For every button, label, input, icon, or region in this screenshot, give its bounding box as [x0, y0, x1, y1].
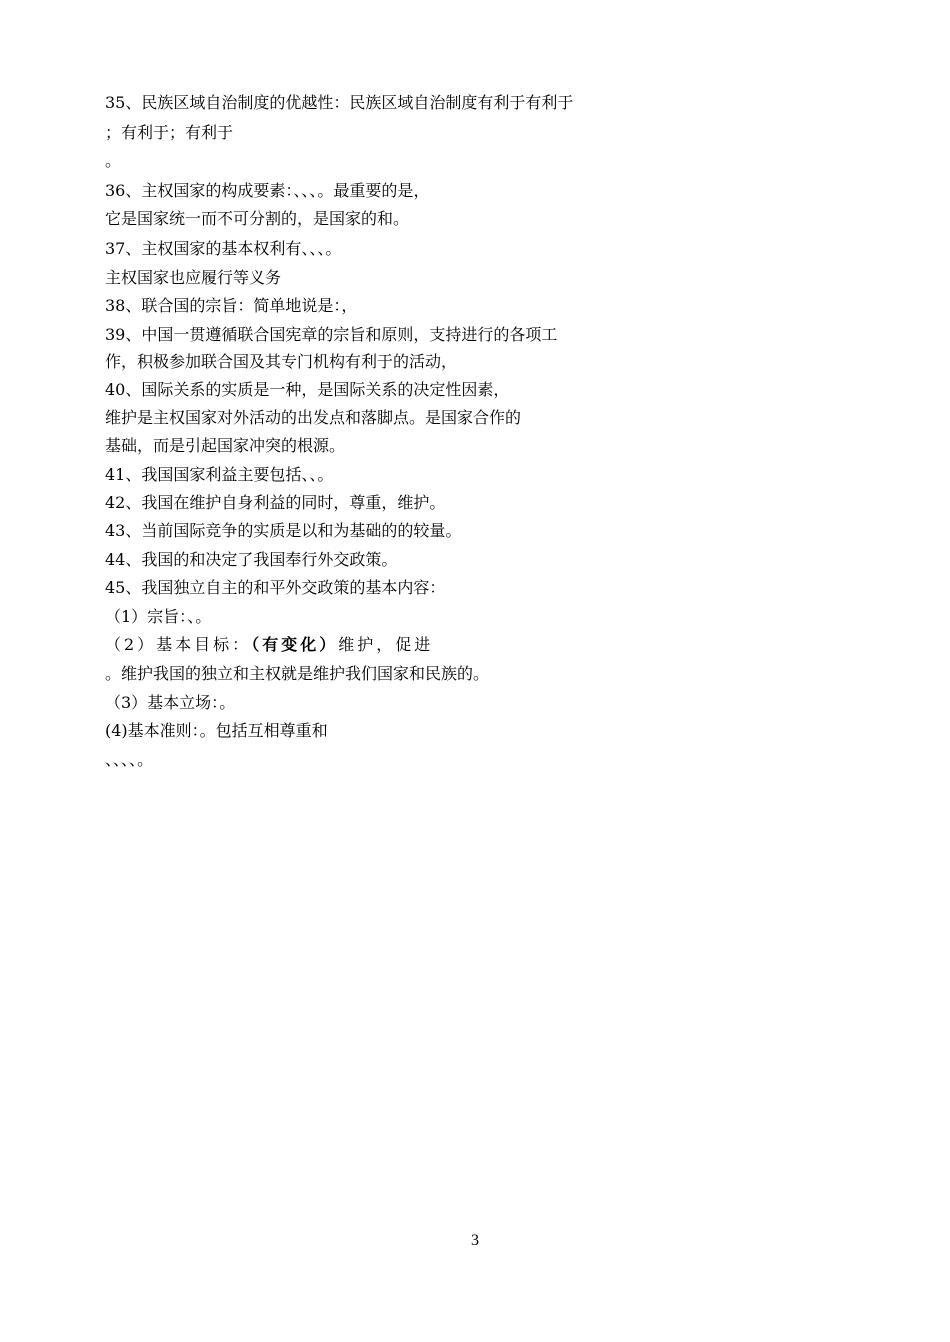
separator: 、	[293, 181, 302, 200]
punct: 。	[195, 607, 212, 626]
q40-text: 是国际关系的决定性因素，	[317, 380, 510, 399]
q36-line2	[105, 204, 850, 234]
q45-text: 。包括互相尊重	[199, 721, 312, 740]
q44-prefix: 44、我国的	[105, 550, 190, 569]
q39-text: 作，积极参加联合国及其专门机构有利于	[105, 352, 394, 371]
q37-line2	[105, 263, 850, 293]
conj: 和	[377, 209, 394, 228]
q40-text: 是引起国家冲突的根源。	[169, 436, 346, 455]
punct: 。	[219, 693, 236, 712]
q40-line3	[105, 431, 850, 461]
q35-line3	[105, 146, 850, 176]
q39-text: 进行的各项工	[461, 325, 558, 344]
q44-text: 决定了我国奉行	[205, 550, 318, 569]
q45-s3	[105, 688, 850, 718]
separator: 、	[129, 750, 138, 769]
separator: 、	[187, 607, 196, 626]
q45-s1	[105, 602, 850, 632]
q45-text: （3）基本立场：	[105, 693, 220, 712]
q45-text: ，促进	[376, 635, 434, 654]
punct: 。	[429, 493, 446, 512]
conj: 和	[317, 521, 334, 540]
separator: 、	[105, 750, 114, 769]
punct: 。	[137, 750, 154, 769]
conj: 和	[311, 721, 328, 740]
q41-prefix: 41、我国国家利益主要包括	[105, 465, 302, 484]
separator: 、	[301, 181, 310, 200]
separator: 、	[309, 465, 318, 484]
punct: 。	[473, 664, 490, 683]
q39-prefix: 39、中国一贯遵循联合国宪章的宗旨和原则，支持	[105, 325, 462, 344]
q45-text: （1）宗旨：	[105, 607, 188, 626]
q36-text: 它是国家统一而不可分割的	[105, 209, 298, 228]
punct: ，	[413, 181, 430, 200]
q40-text: 是国家合作的	[425, 408, 522, 427]
q35-end: 。	[105, 151, 122, 170]
separator: 、	[113, 750, 122, 769]
page-number: 3	[471, 1232, 479, 1249]
q43-text: 的较量。	[397, 521, 462, 540]
q35-text: ；有利于	[169, 123, 234, 142]
q45-title	[105, 573, 850, 603]
q45-title-text: 45、我国独立自主的和平外交政策的基本内容：	[105, 578, 446, 597]
q36-prefix: 36、主权国家的构成要素：	[105, 181, 294, 200]
separator: 、	[317, 239, 326, 258]
q38-prefix: 38、联合国的宗旨：简单地说是：	[105, 296, 342, 315]
q36-text: 。最重要的是	[317, 181, 414, 200]
punct: 。	[393, 209, 410, 228]
q45-note: （有变化）	[251, 635, 339, 654]
q37-line1	[105, 234, 850, 264]
q39-text: 的活动，	[393, 352, 458, 371]
q45-text: 。维护我国的独立和主权就是维护我们国家和民族的	[105, 664, 474, 683]
q35-line1	[105, 88, 850, 118]
q35-text: 有利于	[525, 93, 574, 112]
q43-prefix: 43、当前国际竞争的实质是以	[105, 521, 318, 540]
separator: 、	[121, 750, 130, 769]
q40-text: 是主权国家对外活动的出发点和落脚点。	[137, 408, 426, 427]
q42-text: ，维护	[381, 493, 430, 512]
q40-line1	[105, 375, 850, 405]
q35-prefix: 35、民族区域自治制度的优越性：民族区域自治制度有利于	[105, 93, 526, 112]
q45-s2-line2	[105, 659, 850, 689]
q43-line1	[105, 516, 850, 546]
q40-text: 维护	[105, 408, 138, 427]
q36-text: ，是国家的	[297, 209, 378, 228]
q44-line1	[105, 545, 850, 575]
q35-line2	[105, 118, 850, 148]
q35-text: ；有利于	[105, 123, 170, 142]
q37-text: 等义务	[233, 268, 282, 287]
q42-prefix: 42、我国在维护自身利益的同时，尊重	[105, 493, 382, 512]
q37-text: 主权国家也应履行	[105, 268, 234, 287]
q45-s4-line2	[105, 745, 850, 775]
punct: 。	[325, 239, 342, 258]
q44-text: 外交政策。	[317, 550, 398, 569]
q43-text: 为基础的	[333, 521, 398, 540]
q39-line2	[105, 347, 850, 377]
q41-line1	[105, 460, 850, 490]
q45-text: (4)基本准则：	[105, 721, 200, 740]
q42-line1	[105, 488, 850, 518]
q37-prefix: 37、主权国家的基本权利有	[105, 239, 302, 258]
punct: 。	[317, 465, 334, 484]
q38-line1	[105, 291, 850, 321]
q40-line2	[105, 403, 850, 433]
q45-s4	[105, 716, 850, 746]
punct: ，	[301, 380, 318, 399]
q39-line1	[105, 320, 850, 350]
q40-text: 基础，而	[105, 436, 170, 455]
punct: ，	[341, 296, 358, 315]
q45-text: 维护	[338, 635, 377, 654]
q36-line1	[105, 176, 850, 206]
q45-text: （2）基本目标：	[105, 635, 252, 654]
conj: 和	[189, 550, 206, 569]
separator: 、	[309, 239, 318, 258]
separator: 、	[301, 465, 310, 484]
q40-prefix: 40、国际关系的实质是一种	[105, 380, 302, 399]
separator: 、	[309, 181, 318, 200]
separator: 、	[301, 239, 310, 258]
q45-s2	[105, 630, 850, 660]
